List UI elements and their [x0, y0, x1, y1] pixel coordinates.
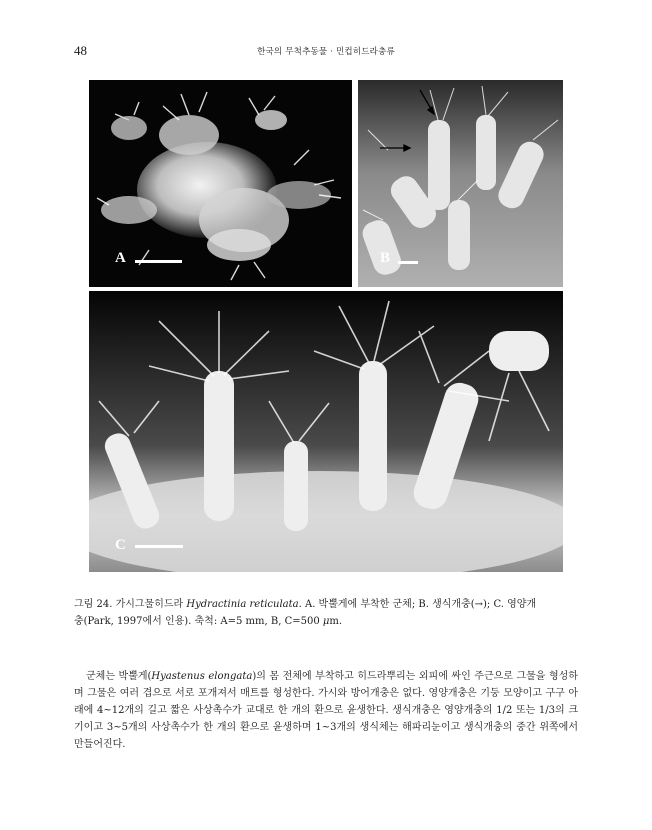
scale-bar-a [135, 260, 182, 263]
caption-species: Hydractinia reticulata [186, 599, 299, 610]
caption-prefix: 그림 24. 가시그물히드라 [74, 599, 187, 610]
figure-panel-a [89, 80, 352, 287]
panel-label-c: C [115, 537, 126, 553]
body-species: Hyastenus elongata [151, 671, 253, 682]
scale-bar-b [398, 261, 418, 264]
body-text-b: )의 몸 전체에 부착하고 히드라뿌리는 외피에 싸인 주근으로 그물을 형성하며 그물은 여러 겹으로 서로 포개져서 매트를 형성한다. 가시와 방어개충은 없다. 영양개충은 기둥 모양이고 구구 아래에 4~12개의 길고 짧은 사상촉수가 교대로 한 개의 환으로 윤생한다. 생식개충은 영양개충의 1/2 또는 1/3의 크기이고 3~5개의 사상촉수가 한 개의 환으로 윤생하며 1~3개의 생식체는 해파리눈이고 생식개충의 중간 위쪽에서 만들어진다. [74, 671, 578, 750]
figure-caption [74, 596, 574, 630]
colony-on-crab-photo [89, 80, 352, 287]
running-header: 한국의 무척추동물 · 민컵히드라충류 [257, 47, 395, 57]
panel-label-b: B [380, 250, 391, 266]
scale-bar-c [135, 545, 183, 548]
caption-unit-tail: m. [329, 616, 343, 627]
figure-panel-c [89, 291, 563, 572]
panel-label-a: A [115, 250, 126, 266]
gastrozooids-closeup-photo [89, 291, 563, 572]
caption-line2: 충(Park, 1997에서 인용). 축척: A=5 mm, B, C=500 [74, 616, 323, 627]
body-paragraph [74, 668, 578, 753]
figure-panel-b [358, 80, 563, 287]
body-text-a: 군체는 박뿔게( [86, 671, 152, 682]
caption-unit-mu: μ [322, 616, 330, 627]
page-number: 48 [74, 43, 87, 58]
caption-rest: . A. 박뿔게에 부착한 군체; B. 생식개충(→); C. 영양개 [298, 599, 537, 610]
